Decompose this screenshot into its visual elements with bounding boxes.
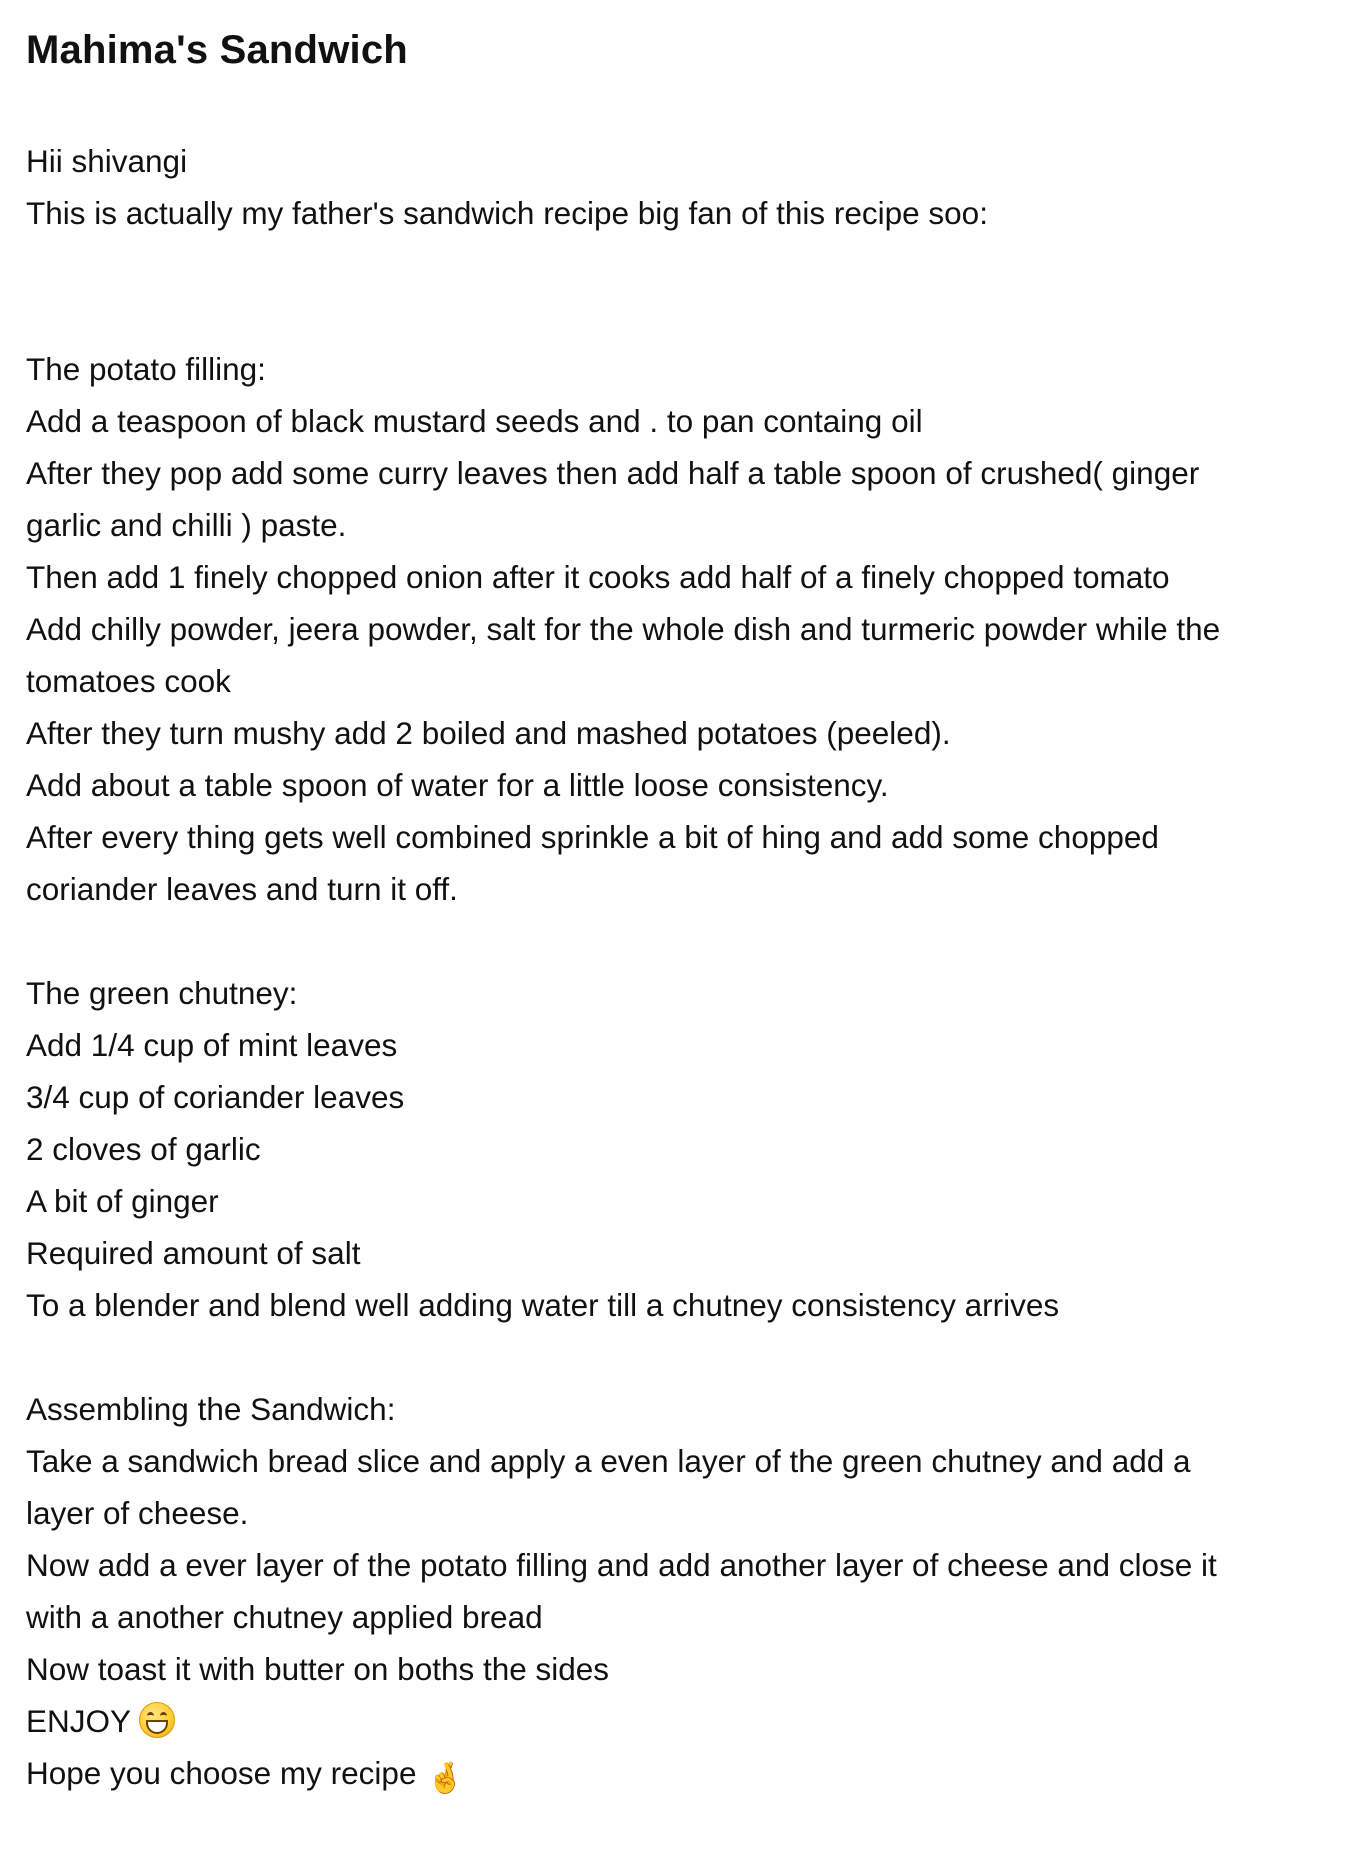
spacer [26, 74, 1336, 135]
text-line: coriander leaves and turn it off. [26, 871, 458, 907]
text-line: Then add 1 finely chopped onion after it cooks add half of a finely chopped tomato [26, 559, 1170, 595]
text-line: 3/4 cup of coriander leaves [26, 1079, 405, 1115]
note-title: Mahima's Sandwich [26, 28, 408, 72]
text-line: layer of cheese. [26, 1495, 249, 1531]
blank-line [26, 915, 1336, 967]
text-line: Now add a ever layer of the potato filling and add another layer of cheese and close it [26, 1547, 1217, 1583]
greeting-line: Hii shivangi [26, 143, 188, 179]
intro-line: This is actually my father's sandwich recipe big fan of this recipe soo: [26, 195, 988, 231]
enjoy-line [26, 1695, 1336, 1747]
text-line: To a blender and blend well adding water till a chutney consistency arrives [26, 1287, 1060, 1323]
text-line: garlic and chilli ) paste. [26, 507, 347, 543]
text-line: with a another chutney applied bread [26, 1599, 543, 1635]
note-body [26, 0, 1336, 1805]
blank-line [26, 291, 1336, 343]
text-line: Required amount of salt [26, 1235, 361, 1271]
text-line: tomatoes cook [26, 663, 231, 699]
text-line: Add a teaspoon of black mustard seeds and . to pan containg oil [26, 403, 923, 439]
text-line: Add 1/4 cup of mint leaves [26, 1027, 398, 1063]
grinning-face-icon [139, 1702, 175, 1738]
text-line: Add about a table spoon of water for a little loose consistency. [26, 767, 889, 803]
text-line: After every thing gets well combined sprinkle a bit of hing and add some chopped [26, 819, 1159, 855]
section-heading-chutney: The green chutney: [26, 975, 298, 1011]
section-heading-potato: The potato filling: [26, 351, 266, 387]
blank-line [26, 1331, 1336, 1383]
text-line: 2 cloves of garlic [26, 1131, 261, 1167]
enjoy-text: ENJOY [26, 1703, 132, 1739]
crossed-fingers-icon: 🤞 [426, 1762, 464, 1795]
section-heading-assembly: Assembling the Sandwich: [26, 1391, 396, 1427]
blank-line [26, 239, 1336, 291]
text-line: After they pop add some curry leaves then add half a table spoon of crushed( ginger [26, 455, 1200, 491]
closing-text: Hope you choose my recipe [26, 1755, 417, 1791]
text-line: Now toast it with butter on boths the sides [26, 1651, 610, 1687]
text-line: After they turn mushy add 2 boiled and mashed potatoes (peeled). [26, 715, 951, 751]
text-line: Take a sandwich bread slice and apply a even layer of the green chutney and add a [26, 1443, 1191, 1479]
text-line: Add chilly powder, jeera powder, salt for the whole dish and turmeric powder while the [26, 611, 1221, 647]
text-line: A bit of ginger [26, 1183, 219, 1219]
closing-line [26, 1747, 1336, 1805]
